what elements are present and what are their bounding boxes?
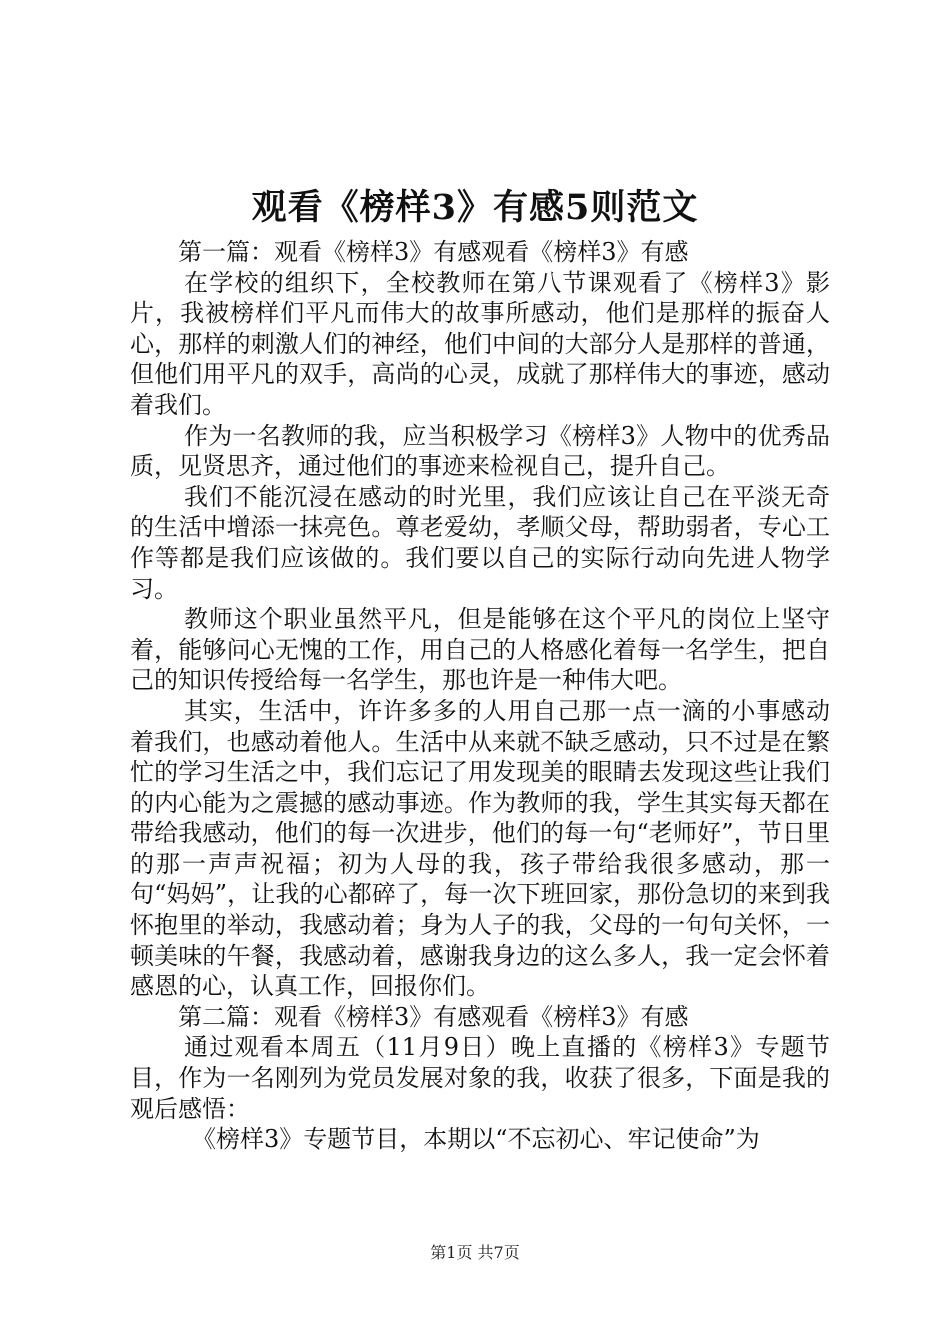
paragraph: 《榜样3》专题节目，本期以“不忘初心、牢记使命”为	[192, 1125, 760, 1154]
paragraph: 通过观看本周五（11月9日）晚上直播的《榜样3》专题节目，作为一名刚列为党员发展对象的我，收获了很多，下面是我的观后感悟：	[130, 1033, 830, 1123]
section-heading: 第一篇：观看《榜样3》有感观看《榜样3》有感	[178, 238, 689, 266]
document-title: 观看《榜样3》有感5则范文	[251, 187, 699, 228]
paragraph: 在学校的组织下，全校教师在第八节课观看了《榜样3》影片，我被榜样们平凡而伟大的故事所感动，他们是那样的振奋人心，那样的刺激人们的神经，他们中间的大部分人是那样的普通，但他们用平凡的双手，高尚的心灵，成就了那样伟大的事迹，感动着我们。	[130, 268, 830, 419]
paragraph: 作为一名教师的我，应当积极学习《榜样3》人物中的优秀品质，见贤思齐，通过他们的事迹来检视自己，提升自己。	[130, 421, 830, 481]
section-heading: 第二篇：观看《榜样3》有感观看《榜样3》有感	[178, 1002, 689, 1031]
page-footer: 第1页 共7页	[430, 1243, 520, 1262]
paragraph: 我们不能沉浸在感动的时光里，我们应该让自己在平淡无奇的生活中增添一抹亮色。尊老爱幼，孝顺父母，帮助弱者，专心工作等都是我们应该做的。我们要以自己的实际行动向先进人物学习。	[130, 482, 830, 603]
document-body	[130, 237, 830, 1155]
paragraph: 其实，生活中，许许多多的人用自己那一点一滴的小事感动着我们，也感动着他人。生活中从来就不缺乏感动，只不过是在繁忙的学习生活之中，我们忘记了用发现美的眼睛去发现这些让我们的内心能为之震撼的感动事迹。作为教师的我，学生其实每天都在带给我感动，他们的每一次进步，他们的每一句“老师好”，节日里的那一声声祝福；初为人母的我，孩子带给我很多感动，那一句“妈妈”，让我的心都碎了，每一次下班回家，那份急切的来到我怀抱里的举动，我感动着；身为人子的我，父母的一句句关怀，一顿美味的午餐，我感动着，感谢我身边的这么多人，我一定会怀着感恩的心，认真工作，回报你们。	[130, 696, 830, 1001]
paragraph: 教师这个职业虽然平凡，但是能够在这个平凡的岗位上坚守着，能够问心无愧的工作，用自己的人格感化着每一名学生，把自己的知识传授给每一名学生，那也许是一种伟大吧。	[130, 605, 830, 695]
